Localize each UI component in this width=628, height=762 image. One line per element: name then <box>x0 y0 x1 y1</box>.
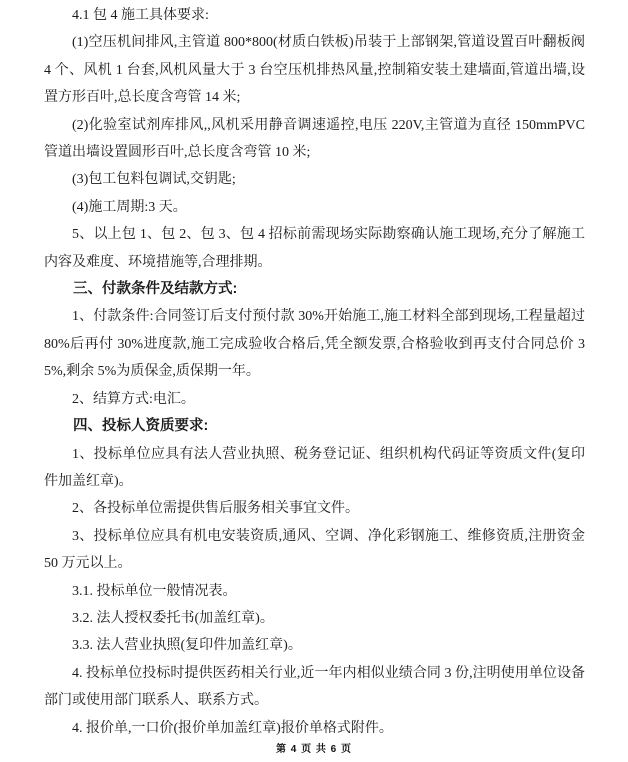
para-qualification-2-after-sales: 2、各投标单位需提供售后服务相关事宜文件。 <box>72 501 359 517</box>
document-page <box>44 2 585 742</box>
para-qualification-3-1-general-info: 3.1. 投标单位一般情况表。 <box>72 583 237 599</box>
para-qualification-4-similar-contracts: 4. 投标单位投标时提供医药相关行业,近一年内相似业绩合同 3 份,注明使用单位设备部门或使用部门联系人、联系方式。 <box>44 665 585 709</box>
para-settlement-method: 2、结算方式:电汇。 <box>72 391 195 407</box>
section-heading-bidder-qualification: 四、投标人资质要求: <box>73 418 209 435</box>
para-payment-conditions: 1、付款条件:合同签订后支付预付款 30%开始施工,施工材料全部到现场,工程量超过 80%后再付 30%进度款,施工完成验收合格后,凭全额发票,合格验收到再支付合同总价 35%,剩余 5%为质保金,质保期一年。 <box>44 309 585 380</box>
para-item-1-air-compressor-exhaust: (1)空压机间排风,主管道 800*800(材质白铁板)吊装于上部钢架,管道设置百叶翻板阀 4 个、风机 1 台套,风机风量大于 3 台空压机排热风量,控制箱安装土建墙面,管道出墙,设置方形百叶,总长度含弯管 14 米; <box>44 35 585 106</box>
para-qualification-1-licenses: 1、投标单位应具有法人营业执照、税务登记证、组织机构代码证等资质文件(复印件加盖红章)。 <box>44 446 585 489</box>
para-qualification-3-3-business-license: 3.3. 法人营业执照(复印件加盖红章)。 <box>72 638 302 654</box>
para-item-5-site-survey: 5、以上包 1、包 2、包 3、包 4 招标前需现场实际勘察确认施工现场,充分了解施工内容及难度、环境措施等,合理排期。 <box>44 227 585 270</box>
page-number: 第 4 页 共 6 页 <box>275 744 352 755</box>
para-item-2-lab-reagent-exhaust: (2)化验室试剂库排风,,风机采用静音调速遥控,电压 220V,主管道为直径 150mmPVC管道出墙设置圆形百叶,总长度含弯管 10 米; <box>44 117 585 161</box>
para-qualification-3-installation: 3、投标单位应具有机电安装资质,通风、空调、净化彩钢施工、维修资质,注册资金 50 万元以上。 <box>44 528 585 572</box>
section-heading-payment-terms: 三、付款条件及结款方式: <box>73 281 238 298</box>
para-section-4-1-title: 4.1 包 4 施工具体要求: <box>72 8 209 23</box>
para-quotation-sheet: 4. 报价单,一口价(报价单加盖红章)报价单格式附件。 <box>72 720 393 736</box>
para-item-4-construction-period: (4)施工周期:3 天。 <box>72 199 187 215</box>
para-item-3-turnkey: (3)包工包料包调试,交钥匙; <box>72 172 236 188</box>
para-qualification-3-2-authorization: 3.2. 法人授权委托书(加盖红章)。 <box>72 610 274 626</box>
